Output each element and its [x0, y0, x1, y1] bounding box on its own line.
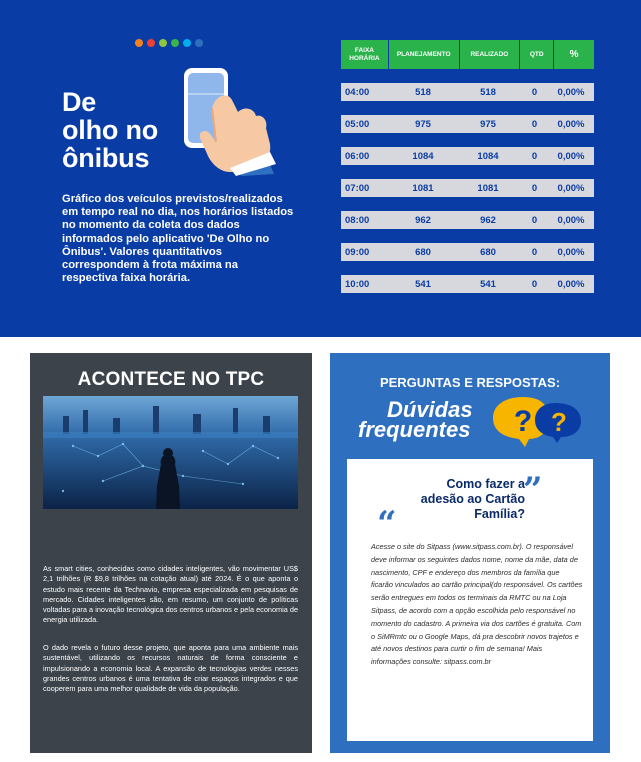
table-row [341, 83, 594, 101]
table-cell: 09:00 [345, 246, 370, 258]
table-cell: 962 [480, 214, 496, 226]
table-row [341, 179, 594, 197]
page-title [62, 88, 158, 172]
fleet-table [341, 40, 594, 293]
brand-dot [147, 39, 155, 47]
table-cell: 0 [531, 150, 538, 162]
faq-subtitle-line: Dúvidas [387, 397, 473, 422]
question-line: adesão ao Cartão [420, 492, 525, 506]
table-row [341, 211, 594, 229]
title-line: ônibus [62, 143, 150, 173]
faq-subtitle-line: frequentes [358, 417, 471, 442]
live-fleet-section [0, 0, 641, 337]
faq-title: PERGUNTAS E RESPOSTAS: [379, 375, 561, 390]
column-header: FAIXA HORÁRIA [341, 40, 388, 69]
news-title: ACONTECE NO TPC [77, 369, 265, 390]
title-line: olho no [62, 115, 159, 145]
table-header [341, 40, 594, 69]
table-row [341, 275, 594, 293]
table-cell: 680 [480, 246, 496, 258]
table-cell: 10:00 [345, 278, 370, 290]
table-cell: 1081 [412, 182, 434, 194]
table-cell: 0 [531, 214, 538, 226]
column-header: QTD [520, 40, 553, 69]
news-card [30, 353, 312, 753]
close-quote-icon: ” [523, 470, 543, 510]
faq-card [330, 353, 610, 753]
table-cell: 07:00 [345, 182, 370, 194]
question-line: Como fazer a [446, 477, 525, 491]
brand-dot [195, 39, 203, 47]
table-cell: 0,00% [557, 182, 585, 194]
table-cell: 1084 [412, 150, 434, 162]
faq-answer-box [347, 459, 593, 741]
table-cell: 05:00 [345, 118, 370, 130]
table-cell: 680 [415, 246, 431, 258]
brand-dot [135, 39, 143, 47]
table-cell: 0,00% [557, 118, 585, 130]
table-cell: 518 [480, 86, 496, 98]
svg-text:?: ? [513, 405, 533, 438]
brand-dot [171, 39, 179, 47]
table-cell: 962 [415, 214, 431, 226]
column-header: REALIZADO [460, 40, 520, 69]
brand-dot [183, 39, 191, 47]
table-row [341, 147, 594, 165]
table-cell: 0 [531, 182, 538, 194]
table-row [341, 243, 594, 261]
news-paragraph: O dado revela o futuro desse projeto, que aponta para uma ambiente mais sustentável, utilizando os recursos naturais de forma consciente e impulsionando a economia local. A expansão de tecnologias verdes nesses grandes centros urbanos é uma tentativa de criar espaços integrados e que cooperem para uma melhor qualidade de vida da população. [43, 643, 298, 694]
faq-answer: Acesse o site do Sitpass (www.sitpass.com.br). O responsável deve informar os seguintes dados nome, nome da mãe, data de nascimento, CPF e endereço dos membros da família que ficarão vinculados ao cartão principal(do responsável. Os cartões serão entregues em todos os terminais da RMTC ou na Loja Sitpass, de acordo com a opção escolhida pelo responsável no momento do cadastro. A primeira via dos cartões é gratuita. Com o SiMRmtc ou o Google Maps, dá pra descobrir novos trajetos e até novos destinos para curtir o fim de semana! Mais informações consulte: sitpass.com.br [371, 542, 583, 667]
table-cell: 0 [531, 278, 538, 290]
table-cell: 06:00 [345, 150, 370, 162]
table-cell: 0,00% [557, 278, 585, 290]
brand-dots [135, 39, 203, 47]
svg-text:?: ? [551, 407, 567, 437]
table-cell: 0 [531, 86, 538, 98]
open-quote-icon: “ [377, 504, 397, 544]
hand-phone-icon [172, 64, 282, 176]
table-cell: 541 [480, 278, 496, 290]
question-line: Família? [474, 507, 525, 521]
table-cell: 975 [480, 118, 496, 130]
table-cell: 0,00% [557, 246, 585, 258]
table-cell: 518 [415, 86, 431, 98]
question-bubbles-icon [485, 393, 585, 449]
table-cell: 975 [415, 118, 431, 130]
table-cell: 04:00 [345, 86, 370, 98]
table-cell: 0 [531, 246, 538, 258]
title-line: De [62, 87, 97, 117]
table-row [341, 115, 594, 133]
table-cell: 0,00% [557, 86, 585, 98]
column-header: % [554, 40, 594, 69]
smart-city-image [43, 396, 298, 509]
column-header: PLANEJAMENTO [389, 40, 459, 69]
table-cell: 0,00% [557, 214, 585, 226]
table-cell: 0 [531, 118, 538, 130]
description-text: Gráfico dos veículos previstos/realizados em tempo real no dia, nos horários listados no momento da coleta dos dados informados pelo aplicativo 'De Olho no Ônibus'. Valores quantitativos correspondem à frota máxima na respectiva faixa horária. [62, 193, 294, 285]
table-cell: 1084 [477, 150, 499, 162]
table-cell: 08:00 [345, 214, 370, 226]
table-cell: 0,00% [557, 150, 585, 162]
table-cell: 541 [415, 278, 431, 290]
table-cell: 1081 [477, 182, 499, 194]
faq-question [395, 477, 525, 522]
brand-dot [159, 39, 167, 47]
news-paragraph: As smart cities, conhecidas como cidades inteligentes, vão movimentar US$ 2,1 trilhões (R $9,8 trilhões na cotação atual) até 2024. É o que aponta o estudo mais recente da Technavio, empresa especializada em pesquisas de mercado. Cidades inteligentes são, em resumo, um conjunto de políticas voltadas para a inovação tecnológica dos centros urbanos e pela economia de energia utilizada. [43, 564, 298, 625]
